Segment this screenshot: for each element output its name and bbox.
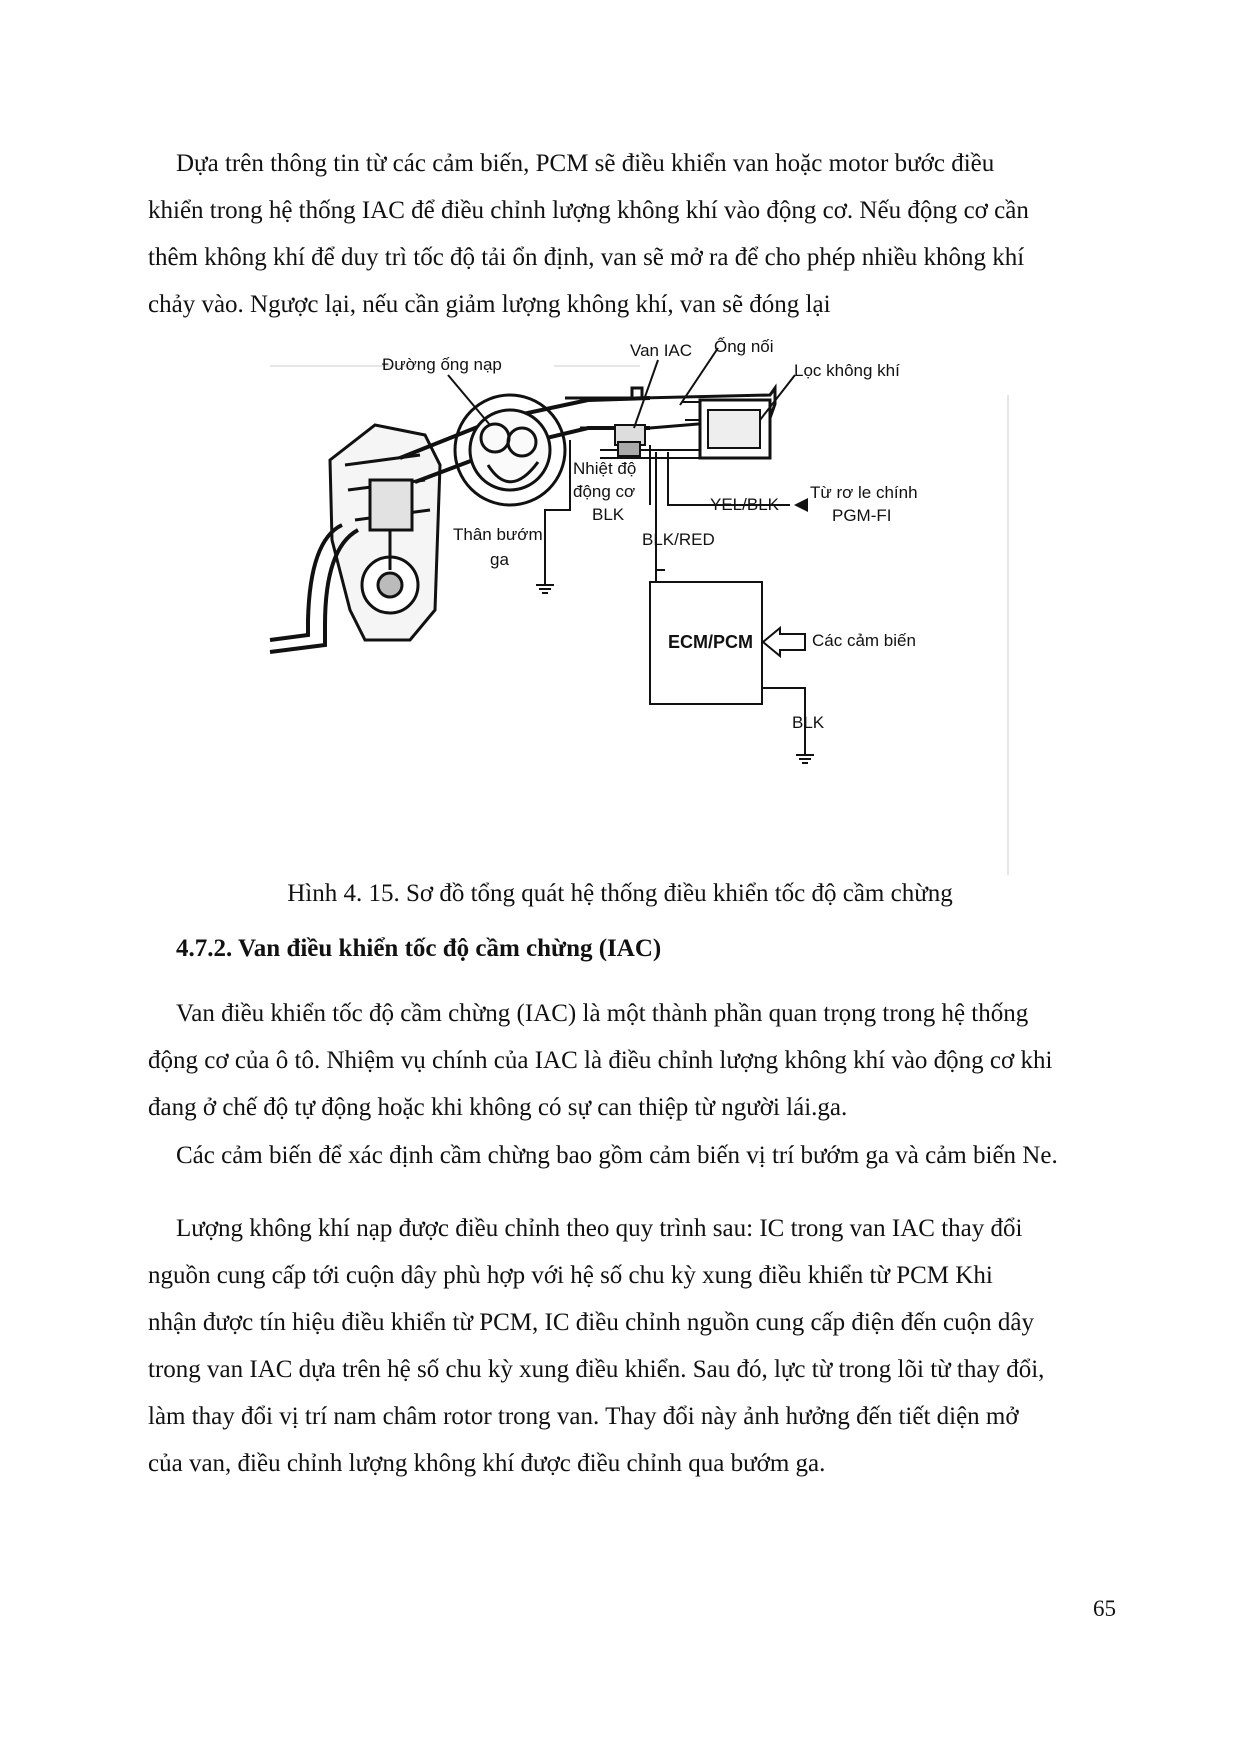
ground-symbol-1	[536, 575, 554, 593]
label-throttle-body-1: Thân bướm	[453, 525, 543, 544]
label-blk-1: BLK	[592, 505, 625, 524]
text-line: nhận được tín hiệu điều khiển từ PCM, IC điều chỉnh nguồn cung cấp điện đến cuộn dây	[148, 1309, 1034, 1336]
label-coolant-temp-2: động cơ	[573, 482, 636, 501]
section-heading: 4.7.2. Van điều khiển tốc độ cầm chừng (IAC)	[176, 935, 662, 962]
label-yel-blk: YEL/BLK	[710, 495, 779, 514]
iac-valve-connector	[618, 442, 640, 456]
text-line: nguồn cung cấp tới cuộn dây phù hợp với hệ số chu kỳ xung điều khiển từ PCM Khi	[148, 1262, 993, 1289]
figure-caption: Hình 4. 15. Sơ đồ tổng quát hệ thống điều khiển tốc độ cầm chừng	[287, 880, 953, 907]
sensors-input-arrow	[763, 628, 805, 656]
label-sensors: Các cảm biến	[812, 631, 916, 650]
page-number: 65	[1093, 1596, 1116, 1621]
text-line: thêm không khí để duy trì tốc độ tải ổn định, van sẽ mở ra để cho phép nhiều không khí	[148, 244, 1025, 271]
paragraph-idle-sensors	[148, 1132, 1130, 1179]
text-line: khiển trong hệ thống IAC để điều chỉnh lượng không khí vào động cơ. Nếu động cơ cần	[148, 197, 1029, 224]
text-line: đang ở chế độ tự động hoặc khi không có sự can thiệp từ người lái.ga.	[148, 1094, 848, 1121]
label-air-filter: Lọc không khí	[794, 361, 900, 380]
label-blk-red: BLK/RED	[642, 530, 715, 549]
label-iac-valve: Van IAC	[630, 341, 693, 360]
text-line: trong van IAC dựa trên hệ số chu kỳ xung điều khiển. Sau đó, lực từ trong lõi từ thay đổi,	[148, 1356, 1045, 1383]
label-throttle-body-2: ga	[490, 550, 509, 569]
text-line: chảy vào. Ngược lại, nếu cần giảm lượng không khí, van sẽ đóng lại	[148, 291, 831, 318]
throttle-body	[455, 395, 565, 505]
text-line: của van, điều chỉnh lượng không khí được điều chỉnh qua bướm ga.	[148, 1450, 826, 1477]
label-from-relay-2: PGM-FI	[832, 506, 892, 525]
text-line: Lượng không khí nạp được điều chỉnh theo quy trình sau: IC trong van IAC thay đổi	[176, 1215, 1023, 1242]
label-coolant-temp-1: Nhiệt độ	[573, 459, 637, 478]
engine-block	[330, 425, 440, 640]
label-connector-pipe: Ống nối	[714, 337, 774, 356]
text-line: động cơ của ô tô. Nhiệm vụ chính của IAC là điều chỉnh lượng không khí vào động cơ khi	[148, 1047, 1053, 1074]
label-intake-pipe: Đường ống nạp	[382, 355, 502, 374]
text-line: Van điều khiển tốc độ cầm chừng (IAC) là một thành phần quan trọng trong hệ thống	[176, 1000, 1029, 1027]
label-from-relay-1: Từ rơ le chính	[810, 483, 918, 502]
ground-symbol-2	[796, 740, 814, 763]
idle-control-system-diagram	[270, 337, 1030, 875]
paragraph-idle-control-intro	[148, 140, 1130, 328]
text-line: Dựa trên thông tin từ các cảm biến, PCM sẽ điều khiển van hoặc motor bước điều	[176, 150, 995, 177]
label-ecm-pcm: ECM/PCM	[668, 632, 753, 652]
text-line: làm thay đổi vị trí nam châm rotor trong van. Thay đổi này ảnh hưởng đến tiết diện mở	[148, 1403, 1019, 1430]
paragraph-iac-definition	[148, 990, 1130, 1131]
relay-arrow	[794, 498, 808, 512]
label-blk-2: BLK	[792, 713, 825, 732]
text-line: Các cảm biến để xác định cầm chừng bao gồm cảm biến vị trí bướm ga và cảm biến Ne.	[176, 1142, 1058, 1169]
paragraph-air-regulation-process	[148, 1205, 1130, 1487]
